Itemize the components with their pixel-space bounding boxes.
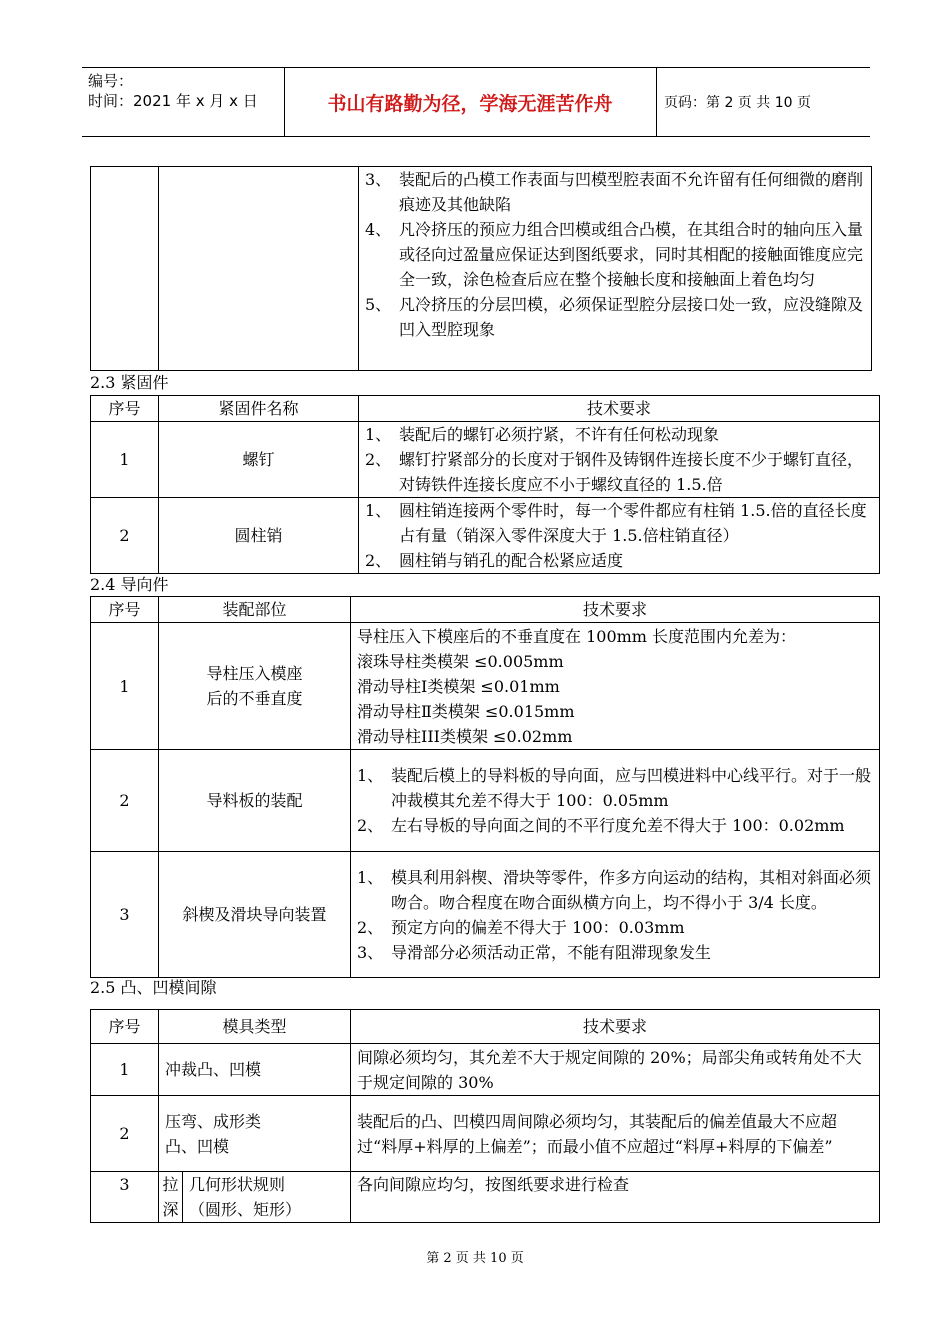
list-item: [365, 217, 865, 292]
row-name-line: 几何形状规则: [189, 1175, 286, 1194]
table-row: [91, 852, 880, 978]
row-name: 圆柱销: [159, 498, 359, 574]
column-header: 装配部位: [159, 597, 351, 623]
header-top-rule: [82, 67, 870, 68]
row-name: 斜楔及滑块导向装置: [159, 852, 351, 978]
time-label: 时间：2021 年 x 月 x 日: [88, 92, 258, 110]
item-text: 装配后模上的导料板的导向面，应与凹模进料中心线平行。对于一般冲裁模其允差不得大于 100：0.05mm: [391, 766, 872, 810]
item-number: 4、: [365, 220, 392, 239]
item-text: 装配后的凸模工作表面与凹模型腔表面不允许留有任何细微的磨削痕迹及其他缺陷: [399, 170, 864, 214]
table-row: [91, 498, 880, 574]
column-header: 序号: [91, 396, 159, 422]
empty-cell: [91, 167, 159, 371]
item-text: 预定方向的偏差不得大于 100：0.03mm: [391, 917, 685, 937]
row-number: 2: [91, 1096, 159, 1172]
page-label: 页码：第 2 页 共 10 页: [664, 95, 811, 111]
item-number: 2、: [357, 917, 384, 937]
table-row: [91, 623, 880, 750]
section-title: 2.3 紧固件: [90, 373, 169, 392]
subcategory-char: 深: [162, 1200, 179, 1219]
table-header-row: [91, 1010, 880, 1044]
requirements-cell: 装配后的凸、凹模四周间隙必须均匀，其装配后的偏差值最大不应超过“料厚+料厚的上偏差”；而最小值不应超过“料厚+料厚的下偏差”: [351, 1096, 880, 1172]
section-title: 2.5 凸、凹模间隙: [90, 978, 217, 997]
row-number: 3: [91, 1172, 159, 1223]
requirements-cell: [351, 623, 880, 750]
row-name: 螺钉: [159, 422, 359, 498]
table-row: [91, 1044, 880, 1096]
list-item: [365, 167, 865, 217]
item-number: 1、: [365, 425, 392, 444]
item-number: 1、: [357, 766, 384, 785]
item-number: 2、: [365, 551, 392, 570]
item-text: 导滑部分必须活动正常，不能有阻滞现象发生: [391, 942, 712, 962]
header-motto: 书山有路勤为径，学海无涯苦作舟: [327, 93, 613, 115]
continued-table: [90, 166, 872, 371]
subcategory-char: 拉: [162, 1175, 179, 1194]
table-row: [91, 422, 880, 498]
row-number: 3: [91, 852, 159, 978]
list-item: [365, 548, 873, 573]
requirements-cell: [359, 422, 880, 498]
item-text: 螺钉拧紧部分的长度对于钢件及铸钢件连接长度不少于螺钉直径，对铸铁件连接长度应不小于螺纹直径的 1.5.倍: [399, 450, 864, 494]
table-row: [91, 1172, 880, 1223]
row-name-line: （圆形、矩形）: [189, 1200, 302, 1219]
requirement-line: 滚珠导柱类模架 ≤0.005mm: [357, 651, 564, 671]
item-text: 圆柱销与销孔的配合松紧应适度: [399, 551, 624, 570]
requirement-line: 滑动导柱III类模架 ≤0.02mm: [357, 726, 573, 746]
empty-cell: [159, 167, 359, 371]
requirements-cell: [351, 852, 880, 978]
row-name: [159, 623, 351, 750]
requirements-cell: [359, 498, 880, 574]
page-header: [82, 67, 870, 137]
requirements-cell: [359, 167, 872, 371]
column-header: 模具类型: [159, 1010, 351, 1044]
item-number: 1、: [365, 501, 392, 520]
header-bottom-rule: [82, 136, 870, 137]
item-text: 左右导板的导向面之间的不平行度允差不得大于 100：0.02mm: [391, 816, 845, 835]
row-number: 2: [91, 750, 159, 852]
item-text: 模具利用斜楔、滑块等零件，作多方向运动的结构，其相对斜面必须吻合。吻合程度在吻合面纵横方向上，均不得小于 3/4 长度。: [391, 867, 872, 912]
list-item: [357, 813, 873, 838]
list-item: [365, 447, 873, 497]
item-number: 2、: [357, 816, 384, 835]
table-row: [91, 750, 880, 852]
row-number: 2: [91, 498, 159, 574]
row-subcategory: [159, 1172, 183, 1223]
requirement-line: 导柱压入下模座后的不垂直度在 100mm 长度范围内允差为：: [357, 626, 797, 646]
item-number: 2、: [365, 450, 392, 469]
guide-table: [90, 596, 880, 978]
column-header: 序号: [91, 597, 159, 623]
column-header: 技术要求: [351, 1010, 880, 1044]
item-text: 装配后的螺钉必须拧紧，不许有任何松动现象: [399, 425, 720, 444]
table-header-row: [91, 396, 880, 422]
list-item: [357, 763, 873, 813]
list-item: [365, 422, 873, 447]
list-item: [357, 915, 873, 940]
section-title: 2.4 导向件: [90, 575, 169, 594]
requirement-line: 滑动导柱Ⅱ类模架 ≤0.015mm: [357, 701, 575, 721]
row-name: 冲裁凸、凹模: [159, 1044, 351, 1096]
row-name: 导料板的装配: [159, 750, 351, 852]
column-header: 技术要求: [359, 396, 880, 422]
row-name-line: 凸、凹模: [165, 1136, 230, 1156]
header-divider: [656, 67, 657, 137]
list-item: [365, 292, 865, 342]
row-name-line: 导柱压入模座: [206, 664, 303, 683]
item-number: 5、: [365, 295, 392, 314]
table-header-row: [91, 597, 880, 623]
list-item: [357, 865, 873, 915]
column-header: 技术要求: [351, 597, 880, 623]
clearance-table: [90, 1009, 880, 1223]
fastener-table: [90, 395, 880, 574]
item-text: 凡冷挤压的预应力组合凹模或组合凸模，在其组合时的轴向压入量或径向过盈量应保证达到图纸要求，同时其相配的接触面锥度应完全一致，涂色检查后应在整个接触长度和接触面上着色均匀: [399, 220, 864, 289]
item-text: 凡冷挤压的分层凹模，必须保证型腔分层接口处一致，应没缝隙及凹入型腔现象: [399, 295, 864, 339]
column-header: 紧固件名称: [159, 396, 359, 422]
row-number: 1: [91, 1044, 159, 1096]
table-row: [91, 167, 872, 371]
row-name: [183, 1172, 351, 1223]
list-item: [365, 498, 873, 548]
requirement-line: 滑动导柱Ⅰ类模架 ≤0.01mm: [357, 676, 560, 696]
item-text: 圆柱销连接两个零件时，每一个零件都应有柱销 1.5.倍的直径长度占有量（销深入零件深度大于 1.5.倍柱销直径）: [399, 501, 867, 545]
row-name-line: 压弯、成形类: [165, 1111, 262, 1131]
column-header: 序号: [91, 1010, 159, 1044]
requirements-cell: 各向间隙应均匀，按图纸要求进行检查: [351, 1172, 880, 1223]
row-number: 1: [91, 422, 159, 498]
serial-label: 编号：: [88, 72, 134, 90]
requirements-cell: 间隙必须均匀，其允差不大于规定间隙的 20%；局部尖角或转角处不大于规定间隙的 30%: [351, 1044, 880, 1096]
item-number: 1、: [357, 867, 384, 887]
table-row: [91, 1096, 880, 1172]
row-name: [159, 1096, 351, 1172]
item-number: 3、: [357, 942, 384, 962]
list-item: [357, 940, 873, 965]
row-number: 1: [91, 623, 159, 750]
page-footer: 第 2 页 共 10 页: [426, 1251, 524, 1266]
row-name-line: 后的不垂直度: [206, 689, 303, 708]
item-number: 3、: [365, 170, 392, 189]
requirements-cell: [351, 750, 880, 852]
